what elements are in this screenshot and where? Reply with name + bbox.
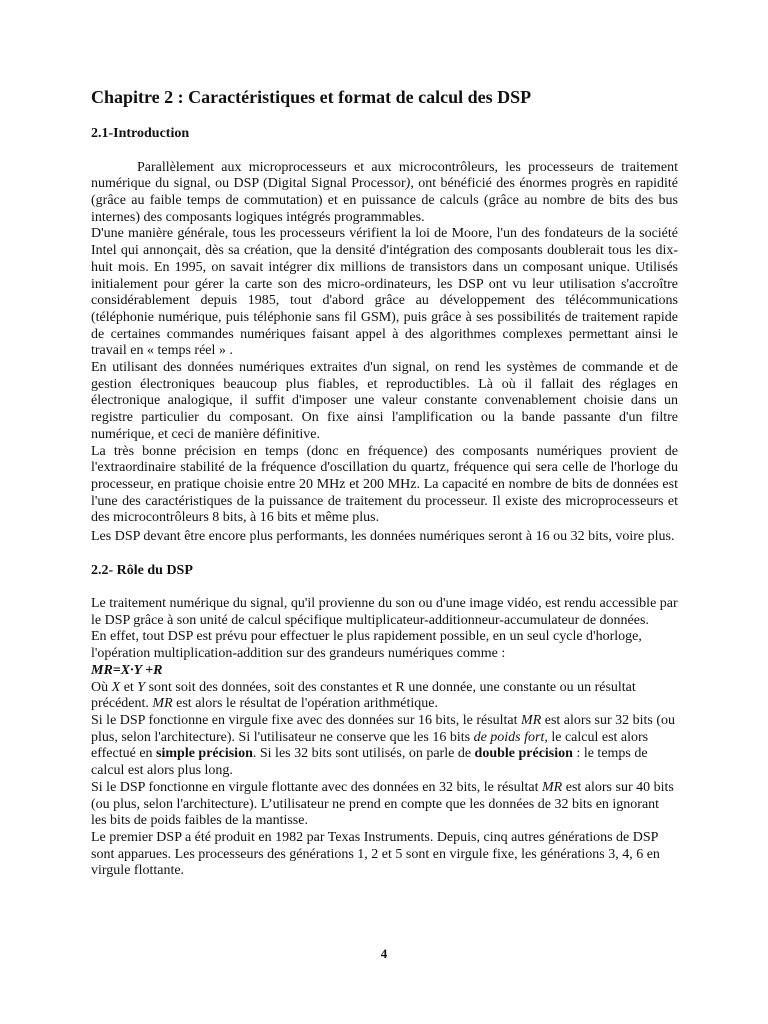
text-run: est alors le résultat de l'opération arithmétique. xyxy=(172,696,438,712)
paragraph xyxy=(91,680,678,713)
formula: MR=X·Y +R xyxy=(91,662,163,678)
paragraph: Le traitement numérique du signal, qu'il provienne du son ou d'une image vidéo, est rendu accessible par le DSP grâce à son unité de calcul spécifique multiplicateur-additionneur-accumulateur de données. xyxy=(91,596,678,628)
section-introduction xyxy=(91,126,678,546)
italic-text: Y xyxy=(137,679,146,695)
italic-text: de poids fort, xyxy=(473,729,548,745)
section-heading: 2.1-Introduction xyxy=(91,125,190,141)
bold-text: simple précision xyxy=(156,746,253,762)
paragraph: Le premier DSP a été produit en 1982 par Texas Instruments. Depuis, cinq autres générations de DSP sont apparues. Les processeurs des générations 1, 2 et 5 sont en virgule fixe, les générations 3, 4, 6 en virgule flottante. xyxy=(91,829,660,879)
paragraph: La très bonne précision en temps (donc en fréquence) des composants numériques provient de l'extraordinaire stabilité de la fréquence d'oscillation du quartz, fréquence qui sera celle de l'horloge du processeur, en pratique choisie entre 20 MHz et 200 MHz. La capacité en nombre de bits de données est l'une des caractéristiques de la puissance de traitement du processeur. Il existe des microprocesseurs et des microcontrôleurs 8 bits, à 16 bits et même plus. xyxy=(91,443,678,526)
text-run: et xyxy=(120,679,138,695)
text-run: Parallèlement aux microprocesseurs et aux microcontrôleurs, les processeurs de traitement numérique du signal, ou DSP (Digital Signal Processor xyxy=(91,159,678,192)
text-run: : le temps de calcul est alors plus long. xyxy=(91,746,648,779)
italic-text: MR xyxy=(152,696,173,712)
text-run: le calcul est alors effectué en xyxy=(91,729,649,762)
italic-text: X xyxy=(111,679,121,695)
bold-text: double précision xyxy=(474,746,573,762)
section-heading: 2.2- Rôle du DSP xyxy=(91,563,193,579)
text-run: Si le DSP fonctionne en virgule fixe avec des données sur 16 bits, le résultat xyxy=(91,712,522,728)
paragraph: D'une manière générale, tous les processeurs vérifient la loi de Moore, l'un des fondateurs de la société Intel qui annonçait, dès sa création, que la densité d'intégration des composants doublerait tous les dix-huit mois. En 1995, on savait intégrer dix millions de transistors dans un composant unique. Utilisés initialement pour gérer la carte son des micro-ordinateurs, les DSP ont vu leur utilisation s'accroître considérablement depuis 1985, tout d'abord grâce au développement des télécommunications (téléphonie numérique, puis téléphonie sans fil GSM), puis grâce à ses possibilités de traitement rapide de certaines commandes numériques faisant appel à des algorithmes complexes permettant ainsi le travail en « temps réel » . xyxy=(91,226,678,359)
paragraph: En effet, tout DSP est prévu pour effectuer le plus rapidement possible, en un seul cycle d'horloge, l'opération multiplication-addition sur des grandeurs numériques comme : xyxy=(91,629,642,662)
section-role-du-dsp xyxy=(91,563,678,880)
italic-text: ), xyxy=(405,176,414,192)
page-content xyxy=(91,86,678,880)
italic-text: MR xyxy=(542,779,563,795)
italic-text: MR xyxy=(521,712,542,728)
text-run: Si le DSP fonctionne en virgule flottante avec des données en 32 bits, le résultat xyxy=(91,779,543,795)
paragraph xyxy=(91,780,678,830)
paragraph: En utilisant des données numériques extraites d'un signal, on rend les systèmes de commande et de gestion électroniques beaucoup plus fiables, et reproductibles. Là où il fallait des réglages en électronique analogique, il suffit d'imposer une valeur constante convenablement choisie dans un registre particulier du composant. On fixe ainsi l'amplification ou la bande passante d'un filtre numérique, et ceci de manière définitive. xyxy=(91,360,678,442)
page-number: 4 xyxy=(380,946,388,961)
text-run: . Si les 32 bits sont utilisés, on parle de xyxy=(252,746,475,762)
text-run: ont bénéficié des énormes progrès en rapidité (grâce au faible temps de commutation) et en puissance de calculs (grâce au nombre de bits des bus internes) des composants logiques intégrés programmables. xyxy=(91,176,678,225)
text-run: sont soit des données, soit des constantes et R une donnée, une constante ou un résultat précédent. xyxy=(91,679,636,712)
text-run: Où xyxy=(91,679,112,695)
chapter-title: Chapitre 2 : Caractéristiques et format de calcul des DSP xyxy=(91,87,532,107)
text-run: est alors sur 40 bits (ou plus, selon l'architecture). L’utilisateur ne prend en compte que les données de 32 bits en ignorant les bits de poids faibles de la mantisse. xyxy=(91,779,674,829)
text-run: est alors sur 32 bits (ou plus, selon l'architecture). Si l'utilisateur ne conserve que les 16 bits xyxy=(91,712,676,745)
paragraph: Les DSP devant être encore plus performants, les données numériques seront à 16 ou 32 bits, voire plus. xyxy=(91,529,675,545)
paragraph xyxy=(91,713,678,780)
paragraph xyxy=(91,160,678,227)
